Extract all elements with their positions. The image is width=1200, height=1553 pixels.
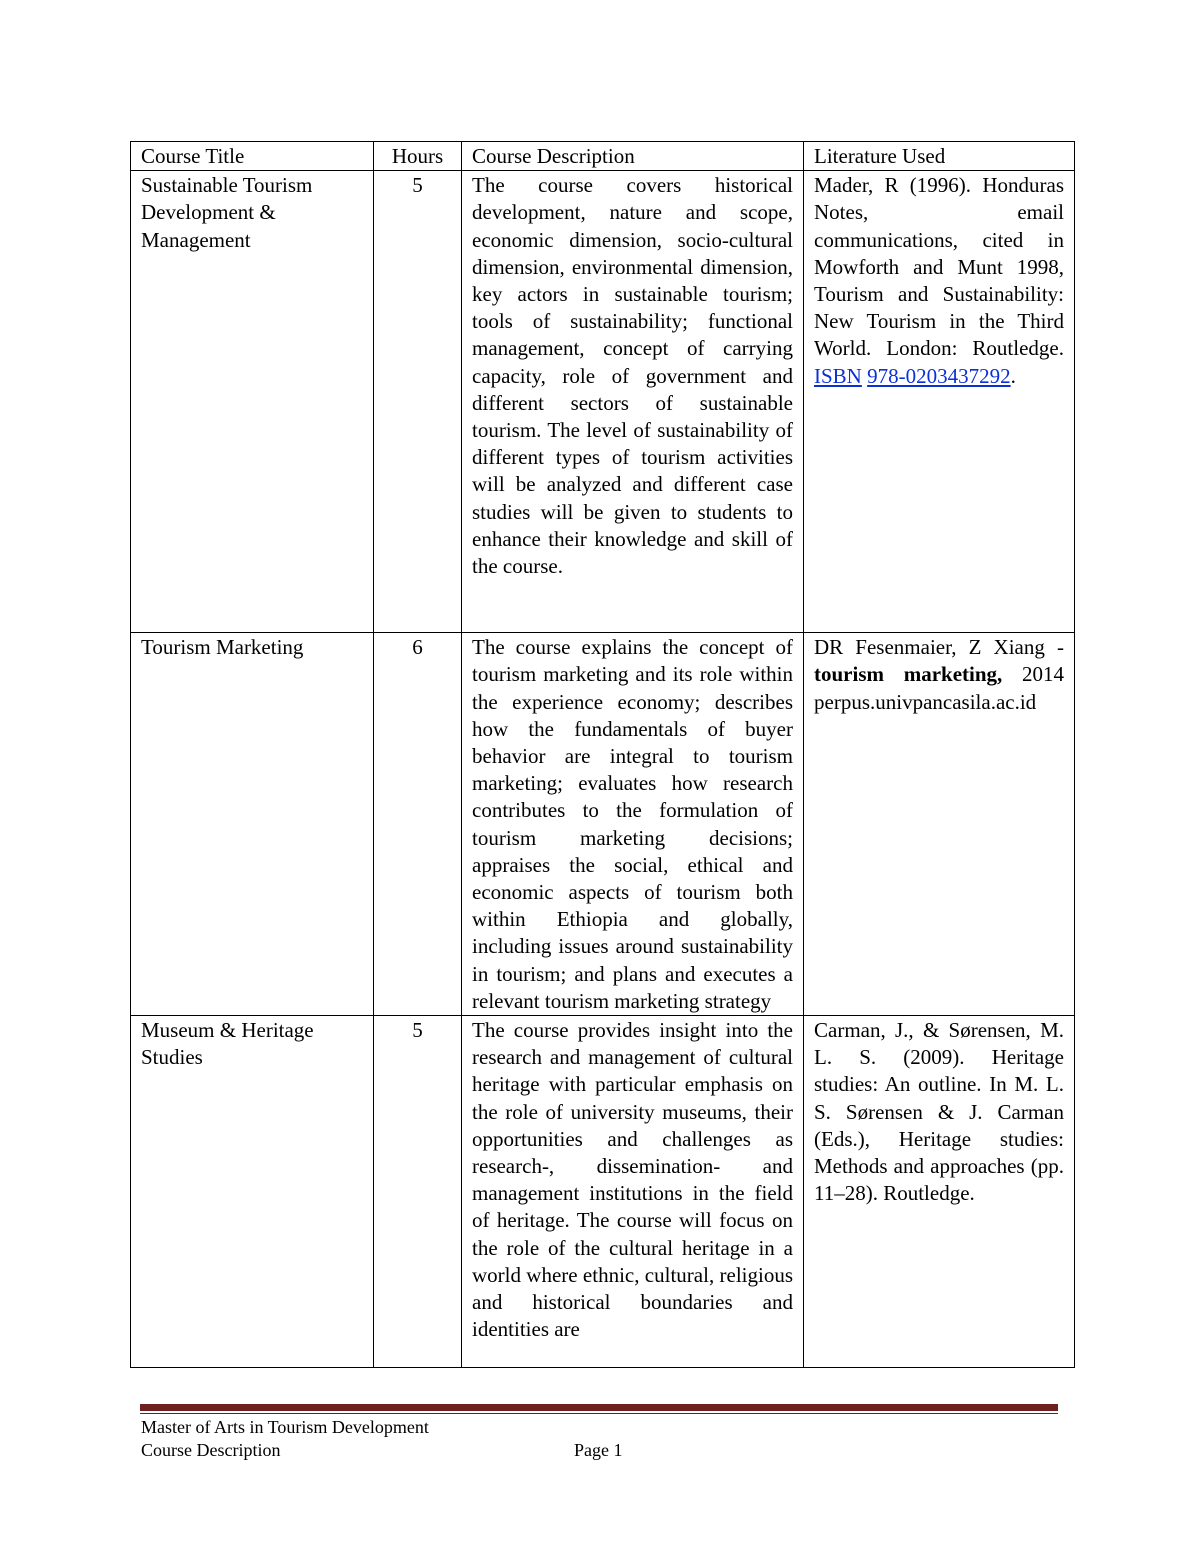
literature-cell — [804, 171, 1075, 633]
table-header-row — [131, 142, 1075, 171]
literature-prefix: DR Fesenmaier, Z Xiang - — [814, 635, 1064, 660]
table-row — [131, 1016, 1075, 1368]
course-title-cell: Museum & Heritage Studies — [131, 1016, 374, 1368]
footer-divider — [140, 1404, 1058, 1411]
course-description-cell: The course covers historical development, nature and scope, economic dimension, socio-cultural dimension, environmental dimension, key actors in sustainable tourism; tools of sustainability; functional management, concept of carrying capacity, role of government and different sectors of sustainable tourism. The level of sustainability of different types of tourism activities will be analyzed and different case studies will be given to students to enhance their knowledge and skill of the course. — [462, 171, 804, 633]
footer-document-title: Course Description — [141, 1440, 281, 1460]
isbn-number-link[interactable]: 978-0203437292 — [867, 363, 1011, 388]
footer-divider-thin — [140, 1413, 1058, 1414]
literature-suffix: 2014 perpus.univpancasila.ac.id — [814, 662, 1064, 714]
course-title-cell: Tourism Marketing — [131, 633, 374, 1016]
header-hours: Hours — [374, 142, 462, 171]
literature-text: Mader, R (1996). Honduras Notes, email communications, cited in Mowforth and Munt 1998, Tourism and Sustainability: New Tourism in the Third World. London: Routledge. — [814, 173, 1064, 361]
header-literature-used: Literature Used — [804, 142, 1075, 171]
literature-cell — [804, 633, 1075, 1016]
course-title-cell: Sustainable Tourism Development & Management — [131, 171, 374, 633]
course-table — [130, 141, 1075, 1368]
hours-cell: 6 — [374, 633, 462, 1016]
literature-cell: Carman, J., & Sørensen, M. L. S. (2009). Heritage studies: An outline. In M. L. S. Sørensen & J. Carman (Eds.), Heritage studies: Methods and approaches (pp. 11–28). Routledge. — [804, 1016, 1075, 1368]
literature-bold-title: tourism marketing, — [814, 662, 1003, 687]
table-row — [131, 633, 1075, 1016]
footer-program-title: Master of Arts in Tourism Development — [141, 1417, 429, 1437]
header-course-description: Course Description — [462, 142, 804, 171]
hours-cell: 5 — [374, 1016, 462, 1368]
hours-cell: 5 — [374, 171, 462, 633]
table-row — [131, 171, 1075, 633]
literature-suffix: . — [1010, 363, 1016, 388]
course-description-cell: The course provides insight into the research and management of cultural heritage with particular emphasis on the role of university museums, their opportunities and challenges as research-, dissemination- and management institutions in the field of heritage. The course will focus on the role of the cultural heritage in a world where ethnic, cultural, religious and historical boundaries and identities are — [462, 1016, 804, 1368]
header-course-title: Course Title — [131, 142, 374, 171]
footer-page-number: Page 1 — [574, 1440, 623, 1460]
isbn-link[interactable]: ISBN — [814, 363, 862, 388]
course-description-cell: The course explains the concept of tourism marketing and its role within the experience economy; describes how the fundamentals of buyer behavior are integral to tourism marketing; evaluates how research contributes to the formulation of tourism marketing decisions; appraises the social, ethical and economic aspects of tourism both within Ethiopia and globally, including issues around sustainability in tourism; and plans and executes a relevant tourism marketing strategy — [462, 633, 804, 1016]
